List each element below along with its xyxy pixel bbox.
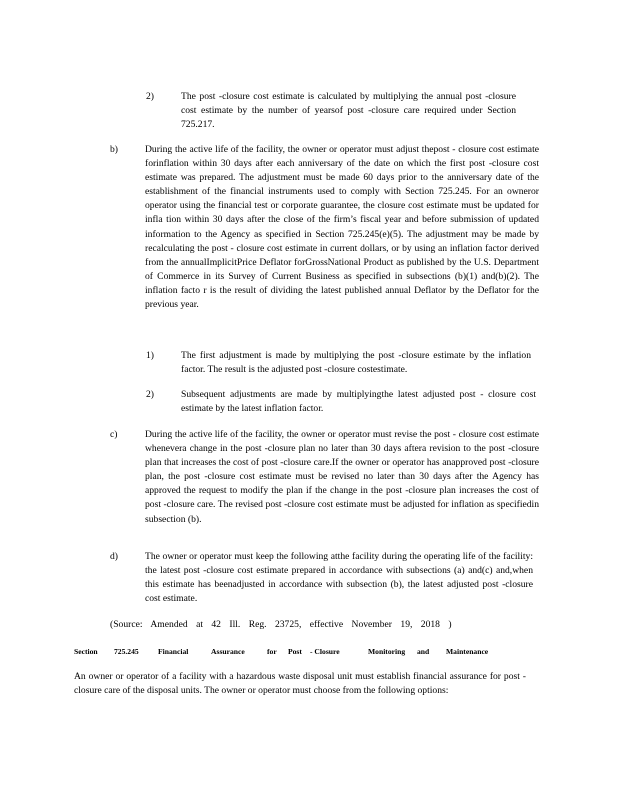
source-note: (Source: Amended at 42 Ill. Reg. 23725, effective November 19, 2018 ) [110,619,452,630]
item-b2-label: 2) [146,389,154,400]
heading-word-financial: Financial [158,647,189,656]
heading-section-number: 725.245 [114,647,139,656]
heading-word-for: for [267,647,277,656]
intro-paragraph: An owner or operator of a facility with a hazardous waste disposal unit must establish financial assurance for post -closure care of the disposal units. The owner or operator must choose from the following options: [74,671,526,697]
heading-word-maintenance: Maintenance [446,647,489,656]
subsection-c-text: During the active life of the facility, the owner or operator must revise the post - closure cost estimate whenevera change in the post -closure plan no later than 30 days aftera revision to the post -closure plan that increases the cost of post -closure care.If the owner or operator has anapproved post -closure plan, the post -closure cost estimate must be revised no later than 30 days after the Agency has approved the request to modify the plan if the change in the post -closure plan increases the cost of post -closure care. The revised post -closure cost estimate must be adjusted for inflation as specifiedin subsection (b). [145,429,539,525]
item-b1-text: The first adjustment is made by multiplying the post -closure estimate by the inflation factor. The result is the adjusted post -closure costestimate. [181,350,531,376]
heading-word-and: and [417,647,430,656]
item-2-text: The post -closure cost estimate is calculated by multiplying the annual post -closure cost estimate by the number of yearsof post -closure care required under Section 725.217. [181,91,516,131]
subsection-d-label: d) [110,551,118,562]
subsection-d-text: The owner or operator must keep the following atthe facility during the operating life of the facility: the latest post -closure cost estimate prepared in accordance with subsections (a) and(c) and,when this estimate has beenadjusted in accordance with subsection (b), the latest adjusted post -closure cost estimate. [145,551,533,605]
subsection-b-text: During the active life of the facility, the owner or operator must adjust thepost - closure cost estimate forinflation within 30 days after each anniversary of the date on which the first post -closure cost estimate was prepared. The adjustment must be made 60 days prior to the anniversary date of the establishment of the financial instruments used to comply with Section 725.245. For an owneror operator using the financial test or corporate guarantee, the closure cost estimate must be updated for infla tion within 30 days after the close of the firm’s fiscal year and before submission of updated information to the Agency as specified in Section 725.245(e)(5). The adjustment may be made by recalculating the post - closure cost estimate in current dollars, or by using an inflation factor derived from the annualImplicitPrice Deflator forGrossNational Product as published by the U.S. Department of Commerce in its Survey of Current Business as specified in subsections (b)(1) and(b)(2). The inflation facto r is the result of dividing the latest published annual Deflator by the Deflator for the previous year. [145,144,539,311]
item-b1-label: 1) [146,350,154,361]
item-b2-text: Subsequent adjustments are made by multiplyingthe latest adjusted post - closure cost estimate by the latest inflation factor. [181,389,536,415]
heading-word-assurance: Assurance [211,647,245,656]
subsection-c-label: c) [110,429,118,440]
heading-section-word: Section [74,647,98,656]
subsection-b-label: b) [110,144,118,155]
heading-word-monitoring: Monitoring [368,647,406,656]
heading-word-post: Post [288,647,302,656]
item-2-label: 2) [146,91,154,102]
heading-word-closure: - Closure [310,647,340,656]
section-heading [74,645,554,659]
